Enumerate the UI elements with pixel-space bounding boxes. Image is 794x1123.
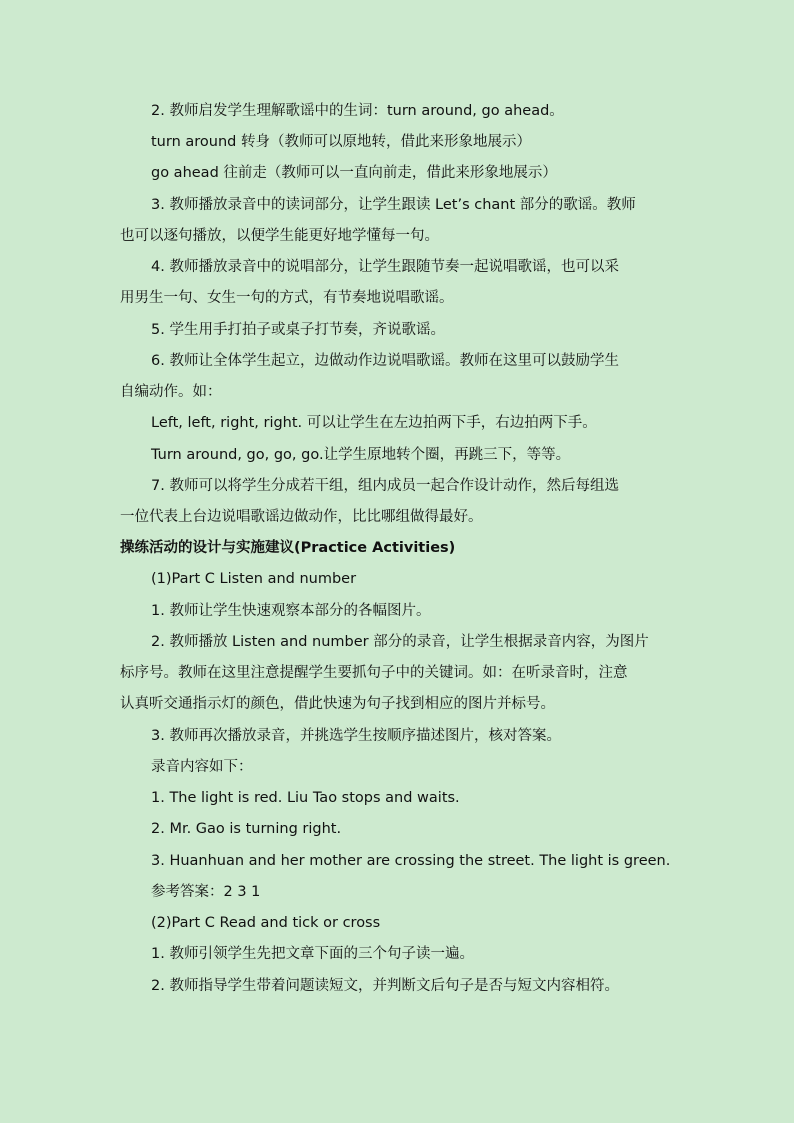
paragraph-line: 1. 教师让学生快速观察本部分的各幅图片。	[151, 603, 431, 619]
paragraph-line: 2. 教师播放 Listen and number 部分的录音，让学生根据录音内容，为图片	[151, 634, 649, 650]
paragraph-line: 2. Mr. Gao is turning right.	[151, 821, 342, 837]
paragraph-line: (1)Part C Listen and number	[151, 571, 357, 587]
paragraph-line: Turn around, go, go, go.让学生原地转个圈，再跳三下，等等。	[151, 447, 571, 463]
paragraph-line: 录音内容如下：	[151, 759, 253, 775]
paragraph-line: 3. 教师播放录音中的读词部分，让学生跟读 Let’s chant 部分的歌谣。教师	[151, 197, 636, 213]
paragraph-line: go ahead 往前走（教师可以一直向前走，借此来形象地展示）	[151, 165, 557, 181]
paragraph-line: 6. 教师让全体学生起立，边做动作边说唱歌谣。教师在这里可以鼓励学生	[151, 353, 619, 369]
paragraph-line: 1. The light is red. Liu Tao stops and waits.	[151, 790, 460, 806]
paragraph-line: 标序号。教师在这里注意提醒学生要抓句子中的关键词。如：在听录音时，注意	[120, 665, 628, 681]
paragraph-line: turn around 转身（教师可以原地转，借此来形象地展示）	[151, 134, 531, 150]
paragraph-line: 自编动作。如：	[120, 384, 222, 400]
paragraph-line: 3. Huanhuan and her mother are crossing the street. The light is green.	[151, 853, 671, 869]
paragraph-line: 一位代表上台边说唱歌谣边做动作，比比哪组做得最好。	[120, 509, 483, 525]
paragraph-line: 用男生一句、女生一句的方式，有节奏地说唱歌谣。	[120, 290, 454, 306]
paragraph-line: 4. 教师播放录音中的说唱部分，让学生跟随节奏一起说唱歌谣，也可以采	[151, 259, 619, 275]
paragraph-line: 7. 教师可以将学生分成若干组，组内成员一起合作设计动作，然后每组选	[151, 478, 619, 494]
paragraph-line: Left, left, right, right. 可以让学生在左边拍两下手，右边拍两下手。	[151, 415, 597, 431]
paragraph-line: 认真听交通指示灯的颜色，借此快速为句子找到相应的图片并标号。	[120, 696, 555, 712]
paragraph-line: 参考答案：2 3 1	[151, 884, 261, 900]
paragraph-line: 也可以逐句播放，以便学生能更好地学懂每一句。	[120, 228, 439, 244]
paragraph-line: 5. 学生用手打拍子或桌子打节奏，齐说歌谣。	[151, 322, 445, 338]
paragraph-line: 2. 教师启发学生理解歌谣中的生词：turn around, go ahead。	[151, 103, 564, 119]
section-heading: 操练活动的设计与实施建议(Practice Activities)	[120, 540, 456, 556]
paragraph-line: 2. 教师指导学生带着问题读短文，并判断文后句子是否与短文内容相符。	[151, 978, 619, 994]
paragraph-line: (2)Part C Read and tick or cross	[151, 915, 381, 931]
paragraph-line: 1. 教师引领学生先把文章下面的三个句子读一遍。	[151, 946, 474, 962]
paragraph-line: 3. 教师再次播放录音，并挑选学生按顺序描述图片，核对答案。	[151, 728, 561, 744]
